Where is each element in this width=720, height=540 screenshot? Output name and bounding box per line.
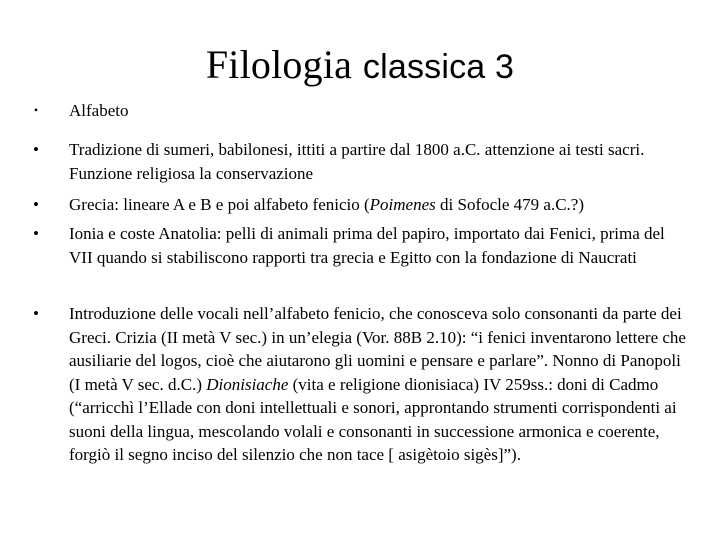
bullet-text-italic: Poimenes bbox=[369, 195, 436, 214]
bullet-text-before: Introduzione delle vocali nell’alfabeto fenicio, che conosceva solo consonanti da parte dei Greci. Crizia (II metà V sec.) in un’elegia (Vor. 88B 2.10): “i fenici inventarono lettere che ausiliarie del logos, cioè che aiutarono gli uomini e pensare e parlare”. Nonno di Panopoli (I metà V sec. d.C.) bbox=[69, 304, 686, 394]
bullet-text-before: Grecia: lineare A e B e poi alfabeto fenicio ( bbox=[69, 195, 370, 214]
bullet-text-after: di Sofocle 479 a.C.?) bbox=[435, 195, 585, 214]
bullet-text: Tradizione di sumeri, babilonesi, ittiti a partire dal 1800 a.C. attenzione ai testi sacri. Funzione religiosa la conservazione bbox=[69, 140, 645, 183]
bullet-text: Ionia e coste Anatolia: pelli di animali prima del papiro, importato dai Fenici, prima del VII quando si stabiliscono rapporti tra grecia e Egitto con la fondazione di Naucrati bbox=[69, 224, 665, 267]
slide-title-part1: Filologia bbox=[205, 42, 353, 87]
slide-title-part2: classica 3 bbox=[362, 48, 515, 86]
bullet-marker: • bbox=[33, 224, 39, 243]
bullet-text bbox=[69, 302, 689, 467]
bullet-text: Alfabeto bbox=[69, 101, 129, 120]
bullet-marker: • bbox=[33, 140, 39, 159]
bullet-marker: • bbox=[33, 304, 39, 323]
bullet-text bbox=[69, 193, 689, 217]
bullet-text-after: (vita e religione dionisiaca) IV 259ss.: doni di Cadmo (“arricchì l’Ellade con doni intellettuali e sonori, approntando strumenti corrispondenti ai suoni della lingua, mescolando volali e consonanti in successione armonica e coerente, forgiò il segno inciso del silenzio che non tace [ asigètoio sigès]”). bbox=[69, 374, 677, 464]
bullet-text-italic: Dionisiache bbox=[206, 374, 289, 394]
bullet-marker: • bbox=[33, 195, 39, 214]
slide-title bbox=[0, 42, 720, 90]
bullet-marker: • bbox=[33, 103, 39, 117]
